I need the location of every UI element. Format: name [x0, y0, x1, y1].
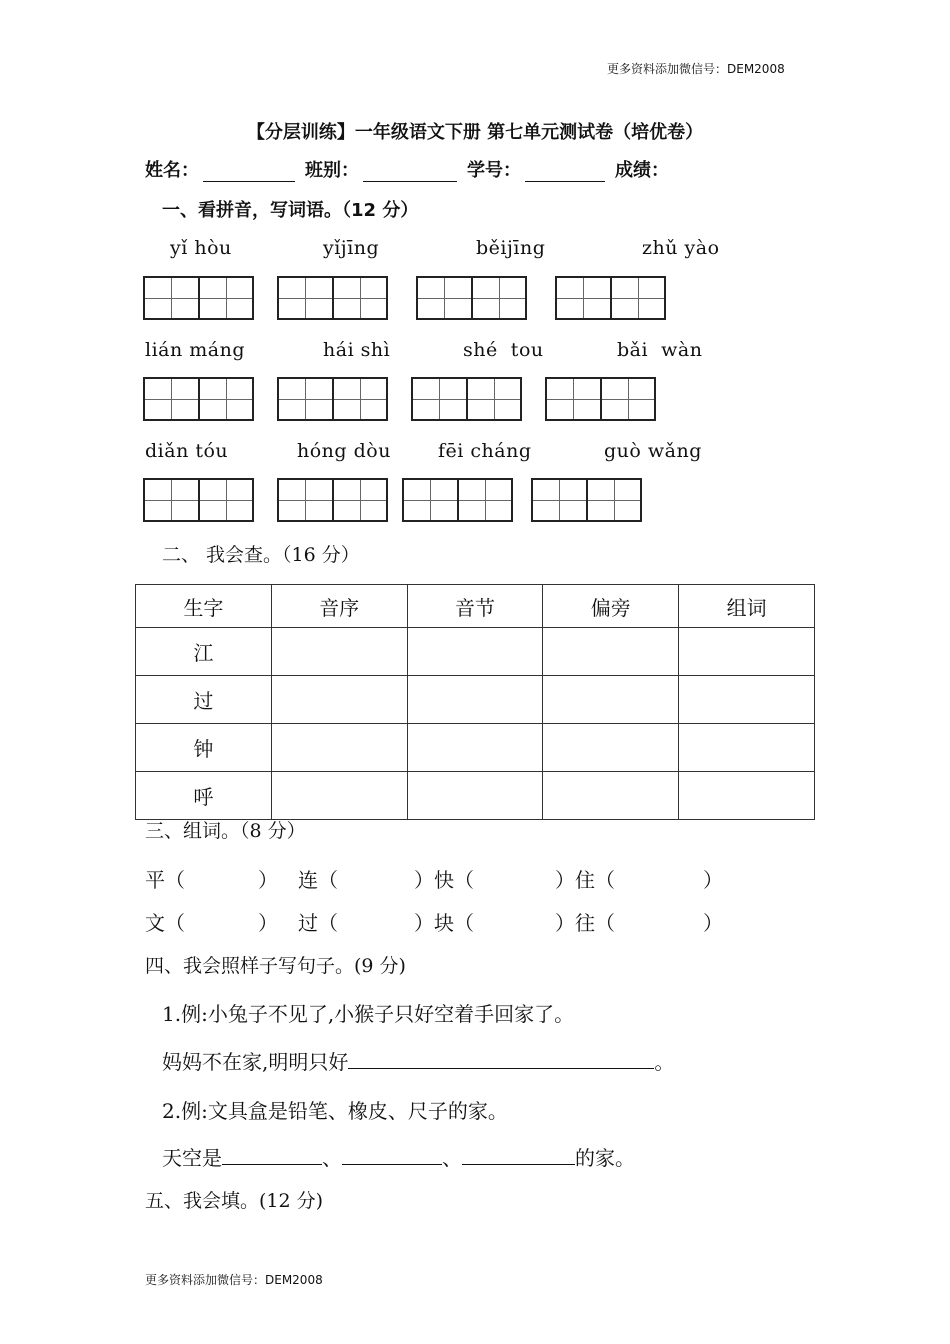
section1-heading: 一、看拼音，写词语。（12 分）	[162, 200, 419, 221]
col-header: 偏旁	[543, 585, 679, 628]
score-label: 成绩：	[615, 160, 669, 181]
compose-item: ）	[258, 911, 278, 935]
answer-cell[interactable]	[271, 676, 407, 724]
answer-cell[interactable]	[543, 772, 679, 820]
number-blank[interactable]	[525, 161, 605, 182]
pinyin-item: fēi cháng	[438, 440, 532, 462]
question-2	[162, 1142, 635, 1171]
page-title: 【分层训练】一年级语文下册 第七单元测试卷（培优卷）	[246, 122, 704, 143]
compose-item: ）住（	[555, 868, 615, 892]
question-1-end: 。	[654, 1050, 675, 1074]
writing-grid[interactable]	[277, 276, 388, 320]
compose-item: ）往（	[555, 911, 615, 935]
writing-grid[interactable]	[143, 377, 254, 421]
number-label: 学号：	[467, 160, 521, 181]
col-header: 生字	[136, 585, 272, 628]
question-1-start: 妈妈不在家,明明只好	[162, 1050, 349, 1074]
answer-cell[interactable]	[543, 628, 679, 676]
answer-cell[interactable]	[679, 724, 815, 772]
pinyin-item: hóng dòu	[297, 440, 391, 462]
writing-grid[interactable]	[531, 478, 642, 522]
student-info	[145, 156, 669, 182]
writing-grid[interactable]	[277, 478, 388, 522]
answer-blank[interactable]	[348, 1050, 654, 1069]
col-header: 组词	[679, 585, 815, 628]
example-2: 2.例:文具盒是铅笔、橡皮、尺子的家。	[162, 1099, 508, 1123]
compose-item: ）	[703, 911, 723, 935]
separator: 、	[442, 1146, 462, 1170]
writing-grid[interactable]	[402, 478, 513, 522]
answer-blank[interactable]	[342, 1146, 442, 1165]
writing-grid[interactable]	[143, 276, 254, 320]
pinyin-item: diǎn tóu	[145, 440, 229, 462]
section5-heading: 五、我会填。(12 分)	[145, 1190, 324, 1212]
compose-item: 文（	[145, 911, 185, 935]
answer-cell[interactable]	[407, 724, 543, 772]
answer-cell[interactable]	[271, 628, 407, 676]
header-note: 更多资料添加微信号：DEM2008	[607, 62, 785, 76]
compose-item: 连（	[298, 868, 338, 892]
answer-cell[interactable]	[407, 628, 543, 676]
example-1: 1.例:小兔子不见了,小猴子只好空着手回家了。	[162, 1002, 575, 1026]
pinyin-item: yǐ hòu	[170, 237, 232, 259]
writing-grid[interactable]	[416, 276, 527, 320]
question-1	[162, 1046, 674, 1075]
writing-grid[interactable]	[411, 377, 522, 421]
answer-cell[interactable]	[543, 724, 679, 772]
pinyin-item: shé tou	[463, 339, 544, 361]
compose-item: 过（	[298, 911, 338, 935]
pinyin-item: bǎi wàn	[617, 339, 703, 361]
question-2-end: 的家。	[575, 1146, 635, 1170]
pinyin-item: zhǔ yào	[642, 237, 720, 259]
writing-grid[interactable]	[545, 377, 656, 421]
pinyin-item: běijīng	[476, 237, 546, 259]
pinyin-item: yǐjīng	[323, 237, 380, 259]
pinyin-item: lián máng	[145, 339, 246, 361]
section4-heading: 四、我会照样子写句子。(9 分)	[145, 955, 406, 977]
char-cell: 江	[136, 628, 272, 676]
answer-cell[interactable]	[407, 676, 543, 724]
char-cell: 钟	[136, 724, 272, 772]
answer-blank[interactable]	[462, 1146, 575, 1165]
writing-grid[interactable]	[277, 377, 388, 421]
answer-cell[interactable]	[271, 724, 407, 772]
table-row	[136, 724, 815, 772]
section3-heading: 三、组词。（8 分）	[145, 820, 306, 842]
compose-item: ）块（	[414, 911, 474, 935]
class-label: 班别：	[305, 160, 359, 181]
table-row	[136, 628, 815, 676]
class-blank[interactable]	[363, 161, 457, 182]
question-2-start: 天空是	[162, 1146, 222, 1170]
answer-blank[interactable]	[222, 1146, 322, 1165]
answer-cell[interactable]	[679, 628, 815, 676]
table-row	[136, 772, 815, 820]
lookup-table	[135, 584, 815, 820]
footer-note: 更多资料添加微信号：DEM2008	[145, 1273, 323, 1287]
answer-cell[interactable]	[679, 676, 815, 724]
char-cell: 过	[136, 676, 272, 724]
writing-grid[interactable]	[143, 478, 254, 522]
section2-heading: 二、 我会查。（16 分）	[162, 544, 360, 566]
compose-item: ）快（	[414, 868, 474, 892]
answer-cell[interactable]	[407, 772, 543, 820]
compose-item: 平（	[145, 868, 185, 892]
answer-cell[interactable]	[679, 772, 815, 820]
pinyin-item: guò wǎng	[604, 440, 702, 462]
answer-cell[interactable]	[543, 676, 679, 724]
col-header: 音节	[407, 585, 543, 628]
table-header-row	[136, 585, 815, 628]
compose-item: ）	[703, 868, 723, 892]
pinyin-item: hái shì	[323, 339, 391, 361]
writing-grid[interactable]	[555, 276, 666, 320]
separator: 、	[322, 1146, 342, 1170]
col-header: 音序	[271, 585, 407, 628]
char-cell: 呼	[136, 772, 272, 820]
table-row	[136, 676, 815, 724]
compose-item: ）	[258, 868, 278, 892]
answer-cell[interactable]	[271, 772, 407, 820]
name-label: 姓名：	[145, 160, 199, 181]
name-blank[interactable]	[203, 161, 295, 182]
